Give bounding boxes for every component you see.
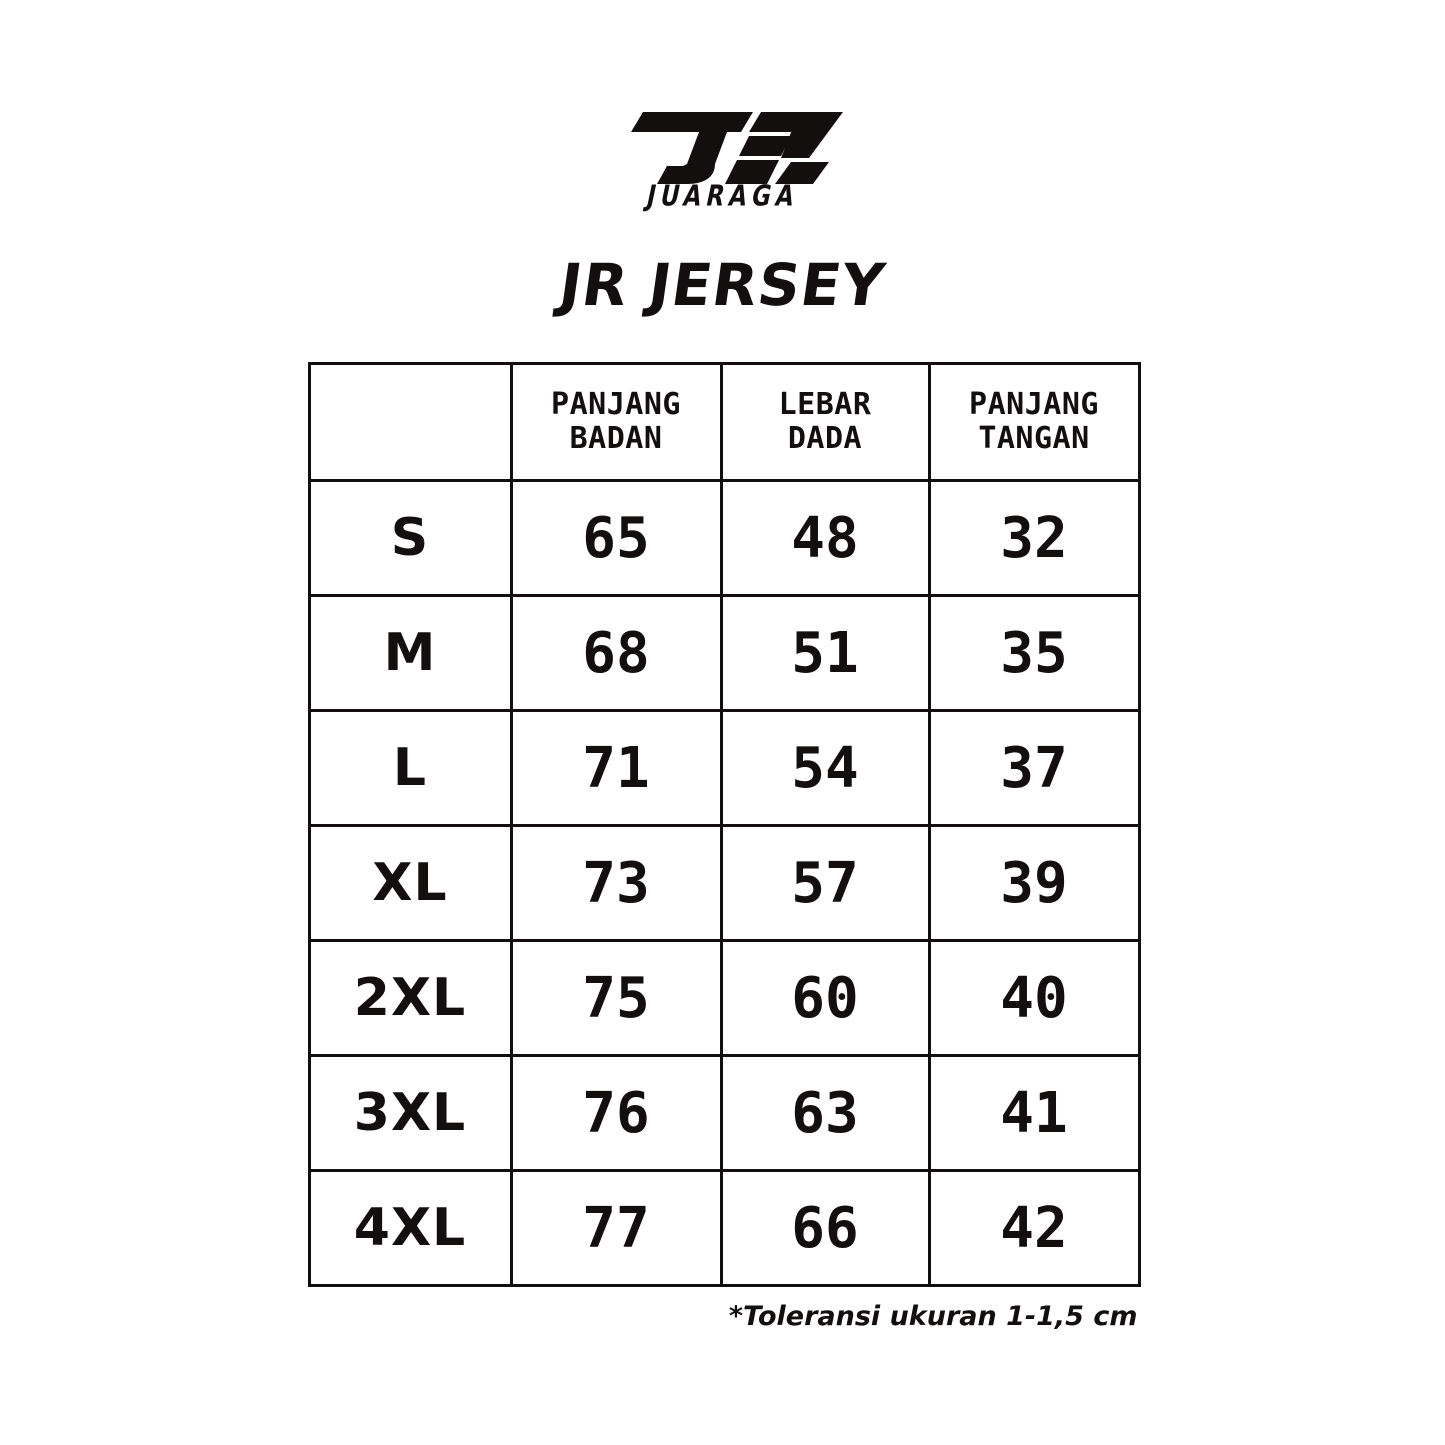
cell-lebar-dada: 57 [721, 826, 929, 941]
cell-panjang-tangan: 41 [929, 1056, 1139, 1171]
column-header-lebar-dada-line2: DADA [787, 421, 863, 456]
column-header-lebar-dada [721, 364, 929, 481]
cell-panjang-badan: 71 [511, 711, 721, 826]
cell-panjang-badan: 68 [511, 596, 721, 711]
cell-panjang-badan: 77 [511, 1171, 721, 1286]
table-row [309, 1056, 1139, 1171]
brand-wordmark: JUARAGA [643, 180, 802, 214]
column-header-panjang-tangan-line2: TANGAN [978, 421, 1090, 456]
page-title: JR JERSEY [555, 251, 890, 319]
cell-panjang-tangan: 35 [929, 596, 1139, 711]
column-header-panjang-badan-line1: PANJANG [551, 387, 681, 423]
cell-lebar-dada: 48 [721, 481, 929, 596]
cell-panjang-badan: 76 [511, 1056, 721, 1171]
column-header-panjang-tangan-line1: PANJANG [969, 387, 1099, 423]
cell-panjang-tangan: 39 [929, 826, 1139, 941]
cell-lebar-dada: 66 [721, 1171, 929, 1286]
table-row [309, 481, 1139, 596]
cell-size: L [309, 711, 511, 826]
cell-panjang-badan: 65 [511, 481, 721, 596]
cell-size: 2XL [309, 941, 511, 1056]
cell-size: M [309, 596, 511, 711]
table-header-row [309, 364, 1139, 481]
column-header-lebar-dada-line1: LEBAR [778, 387, 872, 423]
column-header-panjang-badan [511, 364, 721, 481]
table-row [309, 826, 1139, 941]
cell-panjang-tangan: 32 [929, 481, 1139, 596]
table-row [309, 596, 1139, 711]
table-body [309, 481, 1139, 1286]
cell-size: S [309, 481, 511, 596]
cell-lebar-dada: 54 [721, 711, 929, 826]
column-header-size [309, 364, 511, 481]
cell-panjang-badan: 73 [511, 826, 721, 941]
cell-panjang-tangan: 37 [929, 711, 1139, 826]
table-header [309, 364, 1139, 481]
table-row [309, 711, 1139, 826]
cell-size: 4XL [309, 1171, 511, 1286]
cell-size: 3XL [309, 1056, 511, 1171]
jr-monogram-icon [603, 112, 843, 184]
column-header-panjang-tangan [929, 364, 1139, 481]
cell-panjang-tangan: 40 [929, 941, 1139, 1056]
cell-panjang-badan: 75 [511, 941, 721, 1056]
size-chart-table [308, 362, 1141, 1287]
cell-lebar-dada: 51 [721, 596, 929, 711]
table-row [309, 1171, 1139, 1286]
brand-logo [593, 112, 853, 222]
cell-size: XL [309, 826, 511, 941]
cell-panjang-tangan: 42 [929, 1171, 1139, 1286]
column-header-panjang-badan-line2: BADAN [569, 421, 663, 456]
table-row [309, 941, 1139, 1056]
tolerance-note: *Toleransi ukuran 1-1,5 cm [728, 1301, 1138, 1332]
cell-lebar-dada: 60 [721, 941, 929, 1056]
size-table-wrapper [308, 362, 1138, 1332]
cell-lebar-dada: 63 [721, 1056, 929, 1171]
